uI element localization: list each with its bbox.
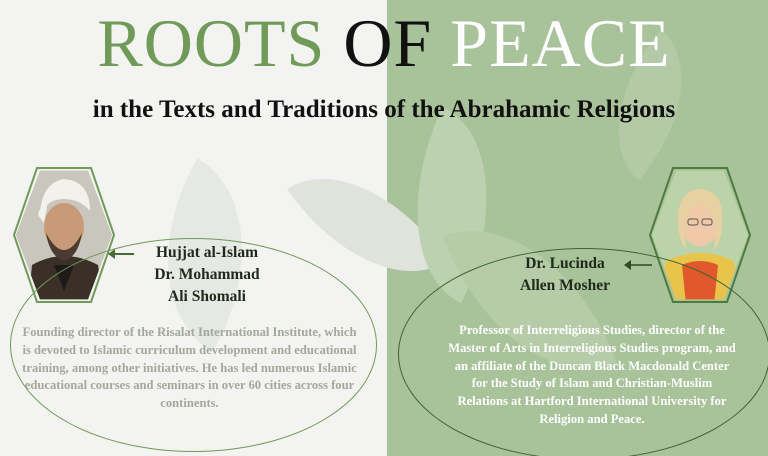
poster-subtitle: in the Texts and Traditions of the Abrahamic Religions [92, 96, 676, 123]
speaker1-name-line3: Ali Shomali [168, 288, 246, 305]
speaker1-bio: Founding director of the Risalat International Institute, which is devoted to Islamic curriculum development and educational training, among other initiatives. He has led numerous Islamic educational courses and seminars in over 60 cities across four continents. [22, 325, 357, 411]
title-word-roots: ROOTS [97, 5, 344, 81]
title-word-of: OF [343, 5, 451, 81]
title-word-peace: PEACE [450, 5, 671, 81]
speaker2-name-line2: Allen Mosher [520, 277, 610, 294]
speaker2-bio: Professor of Interreligious Studies, director of the Master of Arts in Interreligious Studies program, and an affiliate of the Duncan Black Macdonald Center for the Study of Islam and Christian-Muslim Relations at Hartford International University for Religion and Peace. [448, 323, 736, 426]
poster-title [0, 6, 768, 80]
speaker2-name-line1: Dr. Lucinda [525, 255, 605, 272]
speaker1-name-line2: Dr. Mohammad [154, 266, 260, 283]
speaker1-name-line1: Hujjat al-Islam [155, 244, 259, 261]
